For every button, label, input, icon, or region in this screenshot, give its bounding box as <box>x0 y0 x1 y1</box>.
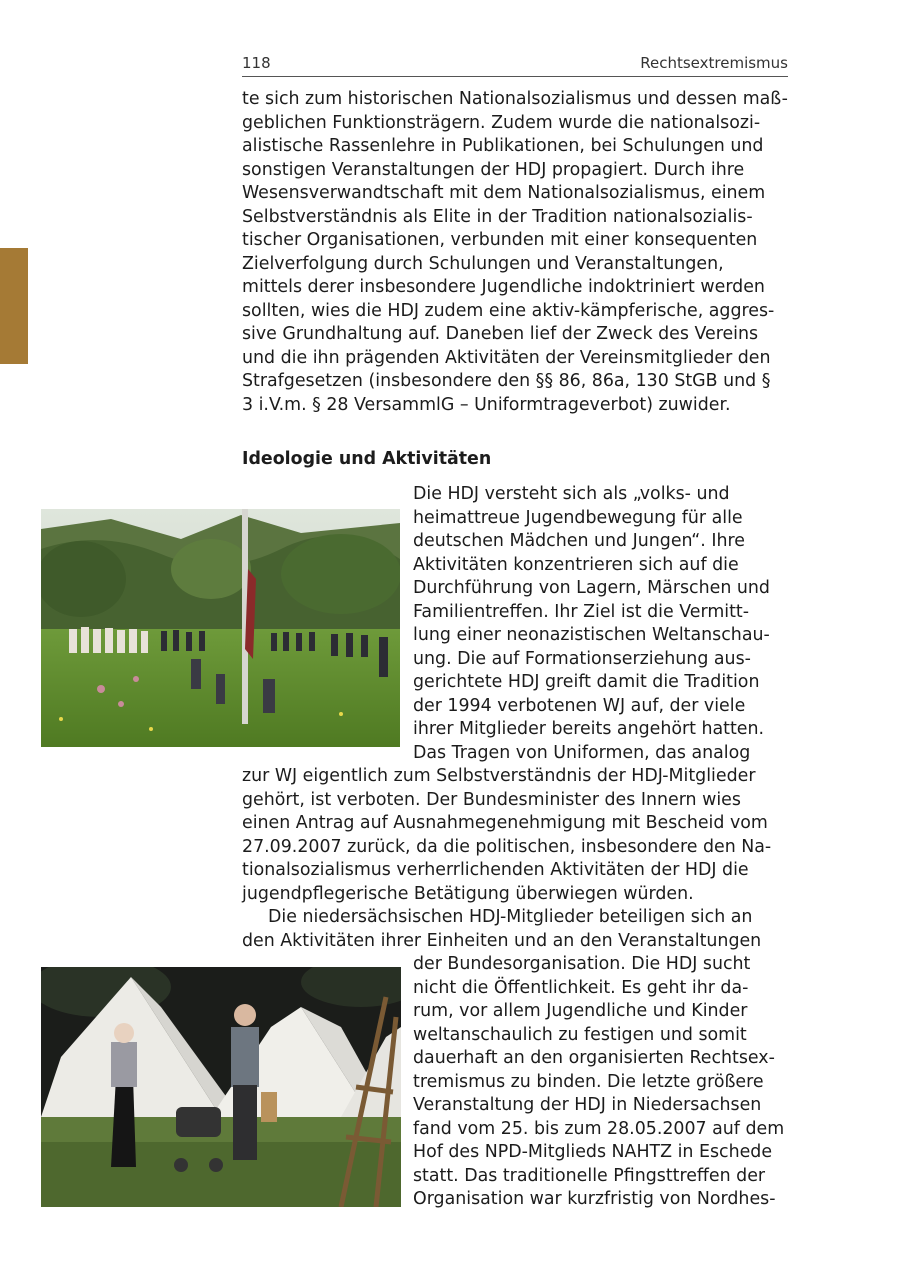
text-line: ung. Die auf Formationserziehung aus- <box>413 648 751 669</box>
text-line: alistische Rassenlehre in Publikationen, bei Schulungen und <box>242 136 764 156</box>
text-line: der 1994 verbotenen WJ auf, der viele <box>413 695 746 716</box>
text-line: Die niedersächsischen HDJ-Mitglieder beteiligen sich an <box>268 907 753 927</box>
text-line: Wesensverwandtschaft mit dem Nationalsozialismus, einem <box>242 183 766 203</box>
text-line: den Aktivitäten ihrer Einheiten und an den Veranstaltungen <box>242 930 762 951</box>
running-title: Rechtsextremismus <box>640 54 788 72</box>
text-line: sonstigen Veranstaltungen der HDJ propagiert. Durch ihre <box>242 159 745 180</box>
text-line: dauerhaft an den organisierten Rechtsex- <box>413 1048 775 1068</box>
page-number: 118 <box>242 54 271 72</box>
text-line: tionalsozialismus verherrlichenden Aktivitäten der HDJ die <box>242 860 749 880</box>
text-line: Strafgesetzen (insbesondere den §§ 86, 86a, 130 StGB und § <box>242 371 771 391</box>
text-line: Das Tragen von Uniformen, das analog <box>413 742 751 763</box>
text-line: Veranstaltung der HDJ in Niedersachsen <box>413 1095 762 1115</box>
text-line: lung einer neonazistischen Weltanschau- <box>413 625 770 645</box>
chapter-tab-marker <box>0 248 28 364</box>
text-line: heimattreue Jugendbewegung für alle <box>413 507 743 528</box>
text-line: gehört, ist verboten. Der Bundesminister des Innern wies <box>242 789 741 810</box>
text-line: gerichtete HDJ greift damit die Tradition <box>413 672 760 692</box>
text-line: Durchführung von Lagern, Märschen und <box>413 578 770 598</box>
text-line: weltanschaulich zu festigen und somit <box>413 1024 747 1045</box>
text-line: ihrer Mitglieder bereits angehört hatten. <box>413 719 765 739</box>
text-line: sollten, wies die HDJ zudem eine aktiv-kämpferische, aggres- <box>242 300 775 321</box>
text-line: tischer Organisationen, verbunden mit einer konsequenten <box>242 230 758 250</box>
text-line: sive Grundhaltung auf. Daneben lief der Zweck des Vereins <box>242 324 759 344</box>
text-line: jugendpflegerische Betätigung überwiegen würden. <box>242 883 694 904</box>
text-line: Hof des NPD-Mitglieds NAHTZ in Eschede <box>413 1142 773 1162</box>
text-line: zur WJ eigentlich zum Selbstverständnis der HDJ-Mitglieder <box>242 766 756 786</box>
text-line: 3 i.V.m. § 28 VersammlG – Uniformtrageverbot) zuwider. <box>242 394 731 415</box>
photo-flag-ceremony <box>41 509 400 747</box>
section-heading: Ideologie und Aktivitäten <box>242 449 492 469</box>
text-line: te sich zum historischen Nationalsozialismus und dessen maß- <box>242 89 788 109</box>
text-line: rum, vor allem Jugendliche und Kinder <box>413 1001 748 1021</box>
text-line: und die ihn prägenden Aktivitäten der Vereinsmitglieder den <box>242 347 771 368</box>
text-line: Aktivitäten konzentrieren sich auf die <box>413 554 739 575</box>
text-line: nicht die Öffentlichkeit. Es geht ihr da- <box>413 977 749 998</box>
text-line: statt. Das traditionelle Pfingsttreffen der <box>413 1165 766 1186</box>
text-line: tremismus zu binden. Die letzte größere <box>413 1071 764 1092</box>
text-line: der Bundesorganisation. Die HDJ sucht <box>413 954 751 974</box>
running-header <box>242 52 788 77</box>
text-line: einen Antrag auf Ausnahmegenehmigung mit Bescheid vom <box>242 813 768 833</box>
text-line: geblichen Funktionsträgern. Zudem wurde die nationalsozi- <box>242 112 761 133</box>
text-line: Zielverfolgung durch Schulungen und Veranstaltungen, <box>242 253 724 274</box>
text-line: Familientreffen. Ihr Ziel ist die Vermitt- <box>413 601 750 622</box>
text-line: Organisation war kurzfristig von Nordhes- <box>413 1189 776 1209</box>
text-line: Die HDJ versteht sich als „volks- und <box>413 484 730 504</box>
text-line: mittels derer insbesondere Jugendliche indoktriniert werden <box>242 277 765 297</box>
text-line: fand vom 25. bis zum 28.05.2007 auf dem <box>413 1118 785 1139</box>
text-line: deutschen Mädchen und Jungen“. Ihre <box>413 531 745 551</box>
text-line: Selbstverständnis als Elite in der Tradition nationalsozialis- <box>242 206 753 227</box>
photo-tent-camp <box>41 967 401 1207</box>
text-line: 27.09.2007 zurück, da die politischen, insbesondere den Na- <box>242 836 772 857</box>
